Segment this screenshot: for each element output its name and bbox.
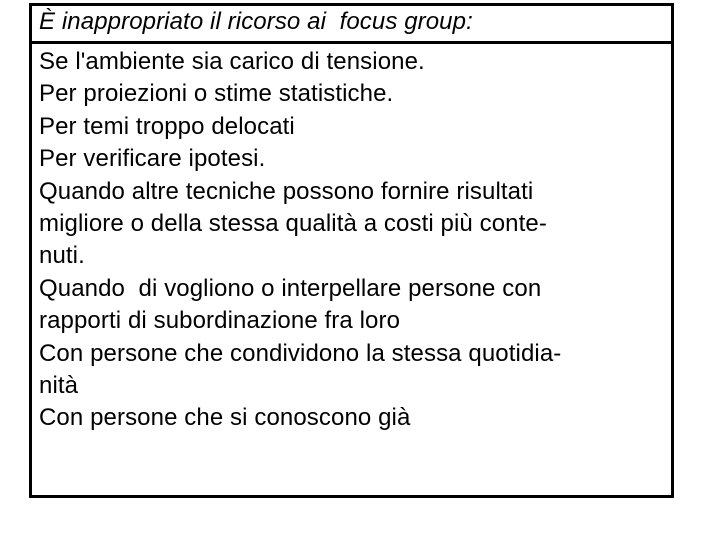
text-lines [39,46,671,435]
box-title: È inappropriato il ricorso ai focus group: [39,8,473,35]
text-line: migliore o della stessa qualità a costi più conte- [39,209,547,237]
content-box [29,3,674,498]
text-line: nità [39,371,79,399]
box-header [32,6,671,44]
text-line: Quando di vogliono o interpellare persone con [39,274,542,302]
text-line: Per proiezioni o stime statistiche. [39,80,394,108]
text-line: Per verificare ipotesi. [39,145,266,173]
text-line: Con persone che si conoscono già [39,404,411,432]
text-line: Se l'ambiente sia carico di tensione. [39,48,425,75]
text-line: rapporti di subordinazione fra loro [39,307,401,335]
text-line: Per temi troppo delocati [39,112,295,140]
text-line: Quando altre tecniche possono fornire risultati [39,177,534,205]
text-line: Con persone che condividono la stessa quotidia- [39,339,562,367]
text-line: nuti. [39,242,85,270]
